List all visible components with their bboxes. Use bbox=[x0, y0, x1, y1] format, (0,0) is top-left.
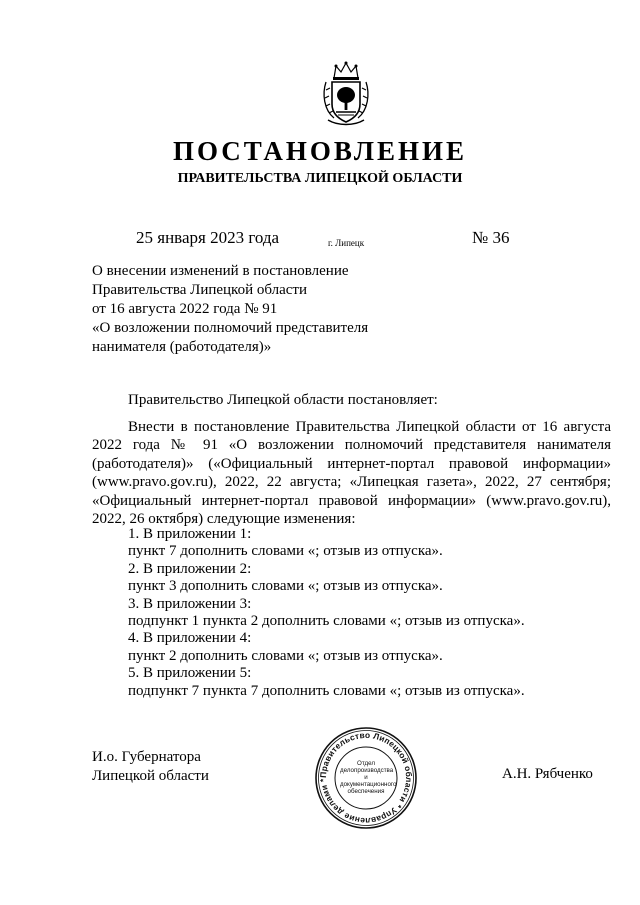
issuer-title: ПРАВИТЕЛЬСТВА ЛИПЕЦКОЙ ОБЛАСТИ bbox=[177, 171, 463, 186]
stamp-line: Отдел bbox=[357, 760, 375, 767]
list-item: пункт 7 дополнить словами «; отзыв из отпуска». bbox=[128, 543, 443, 560]
paragraph-line: (работодателя)» («Официальный интернет-портал правовой информации» bbox=[92, 455, 611, 472]
list-item: 3. В приложении 3: bbox=[128, 595, 252, 612]
paragraph-line: «Официальный интернет-портал правовой информации» (www.pravo.gov.ru), bbox=[92, 492, 611, 509]
document-subject bbox=[92, 262, 368, 357]
list-item: 1. В приложении 1: bbox=[128, 526, 252, 542]
stamp-line: обеспечения bbox=[347, 788, 385, 795]
list-item: подпункт 7 пункта 7 дополнить словами «; отзыв из отпуска». bbox=[128, 682, 525, 699]
subject-line: «О возложении полномочий представителя bbox=[92, 320, 369, 336]
signatory-title-line: И.о. Губернатора bbox=[92, 749, 201, 765]
subject-line: Правительства Липецкой области bbox=[92, 282, 308, 298]
stamp-outer-text: Правительство Липецкой области * Управление делами * bbox=[317, 729, 415, 827]
document-type-title: ПОСТАНОВЛЕНИЕ bbox=[172, 136, 468, 166]
preamble: Правительство Липецкой области постановляет: bbox=[128, 392, 438, 408]
list-item: 5. В приложении 5: bbox=[128, 665, 252, 682]
changes-list bbox=[128, 526, 525, 700]
list-item: пункт 2 дополнить словами «; отзыв из отпуска». bbox=[128, 647, 443, 664]
signatory-title-line: Липецкой области bbox=[92, 768, 209, 784]
list-item: 4. В приложении 4: bbox=[128, 630, 252, 647]
paragraph-line: 2022, 26 октября) следующие изменения: bbox=[92, 511, 356, 528]
subject-line: О внесении изменений в постановление bbox=[92, 263, 349, 279]
coat-of-arms-icon bbox=[320, 60, 372, 126]
subject-line: нанимателя (работодателя)» bbox=[92, 339, 272, 355]
paragraph-line: 2022 года № 91 «О возложении полномочий представителя нанимателя bbox=[92, 437, 611, 454]
document-city: г. Липецк bbox=[328, 238, 365, 248]
stamp-center-text bbox=[340, 760, 397, 795]
signatory-name: А.Н. Рябченко bbox=[502, 766, 593, 782]
stamp-line: документационного bbox=[340, 781, 397, 788]
document-date: 25 января 2023 года bbox=[136, 228, 280, 247]
subject-line: от 16 августа 2022 года № 91 bbox=[92, 301, 278, 317]
list-item: подпункт 1 пункта 2 дополнить словами «; отзыв из отпуска». bbox=[128, 613, 525, 630]
signatory-title bbox=[92, 748, 209, 786]
document-number: № 36 bbox=[472, 228, 510, 247]
paragraph-line: Внести в постановление Правительства Липецкой области от 16 августа bbox=[128, 419, 611, 435]
list-item: пункт 3 дополнить словами «; отзыв из отпуска». bbox=[128, 578, 443, 595]
main-paragraph bbox=[92, 418, 611, 528]
list-item: 2. В приложении 2: bbox=[128, 560, 252, 577]
stamp-line: делопроизводства и bbox=[340, 767, 394, 781]
paragraph-line: (www.pravo.gov.ru), 2022, 22 августа; «Липецкая газета», 2022, 27 сентября; bbox=[92, 474, 611, 491]
